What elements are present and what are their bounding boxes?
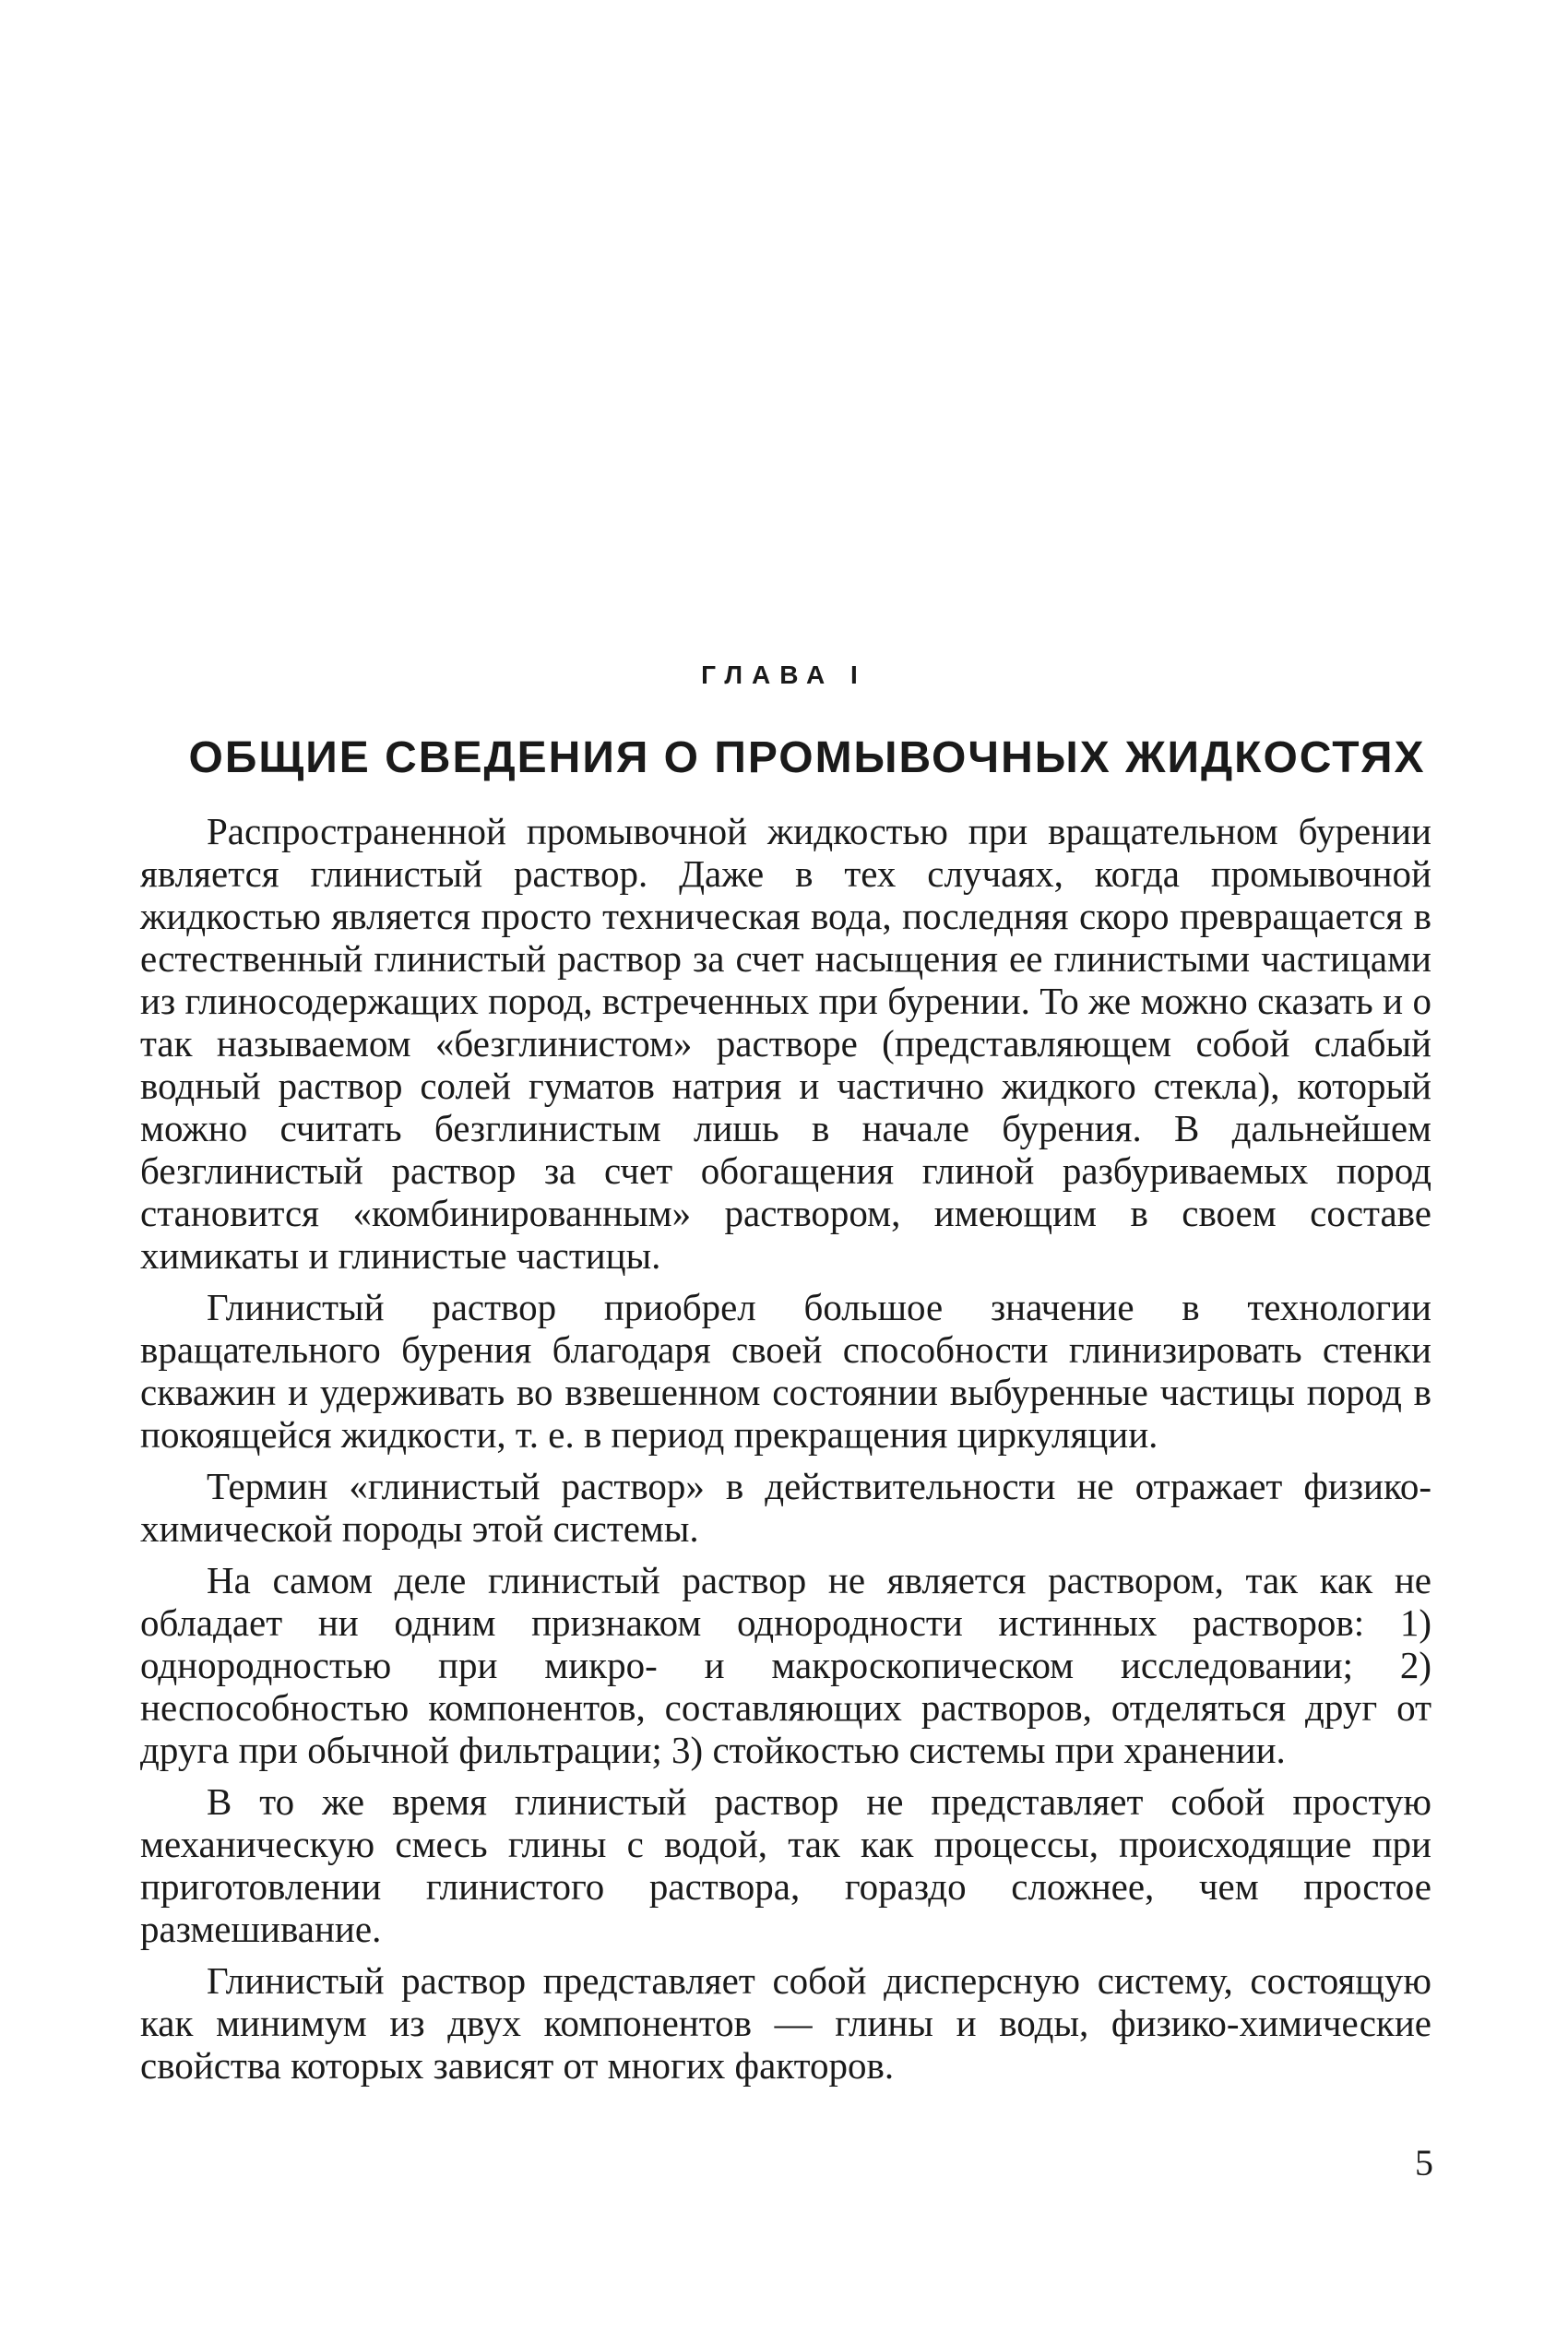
paragraph-5: В то же время глинистый раствор не представляет собой простую механическую смесь глины с водой, так как процессы, происходящие при приготовлении глинистого раствора, гораздо сложнее, чем простое размешивание. — [140, 1780, 1431, 1950]
chapter-title: ОБЩИЕ СВЕДЕНИЯ О ПРОМЫВОЧНЫХ ЖИДКОСТЯХ — [188, 733, 1426, 782]
paragraph-4: На самом деле глинистый раствор не является раствором, так как не обладает ни одним признаком однородности истинных растворов: 1) однородностью при микро- и макроскопическом исследовании; 2) неспособностью компонентов, составляющих растворов, отделяться друг от друга при обычной фильтрации; 3) стойкостью системы при хранении. — [140, 1559, 1431, 1771]
page-number: 5 — [1415, 2142, 1433, 2183]
chapter-label: ГЛАВА I — [701, 660, 867, 689]
body-text — [140, 810, 1431, 2096]
paragraph-1: Распространенной промывочной жидкостью при вращательном бурении является глинистый раствор. Даже в тех случаях, когда промывочной жидкостью является просто техническая вода, последняя скоро превращается в естественный глинистый раствор за счет насыщения ее глинистыми частицами из глиносодержащих пород, встреченных при бурении. То же можно сказать и о так называемом «безглинистом» растворе (представляющем собой слабый водный раствор солей гуматов натрия и частично жидкого стекла), который можно считать безглинистым лишь в начале бурения. В дальнейшем безглинистый раствор за счет обогащения глиной разбуриваемых пород становится «комбинированным» раствором, имеющим в своем составе химикаты и глинистые частицы. — [140, 810, 1431, 1277]
paragraph-2: Глинистый раствор приобрел большое значение в технологии вращательного бурения благодаря своей способности глинизировать стенки скважин и удерживать во взвешенном состоянии выбуренные частицы пород в покоящейся жидкости, т. е. в период прекращения циркуляции. — [140, 1286, 1431, 1456]
paragraph-3: Термин «глинистый раствор» в действительности не отражает физико-химической породы этой системы. — [140, 1465, 1431, 1550]
paragraph-6: Глинистый раствор представляет собой дисперсную систему, состоящую как минимум из двух компонентов — глины и воды, физико-химические свойства которых зависят от многих факторов. — [140, 1959, 1431, 2087]
